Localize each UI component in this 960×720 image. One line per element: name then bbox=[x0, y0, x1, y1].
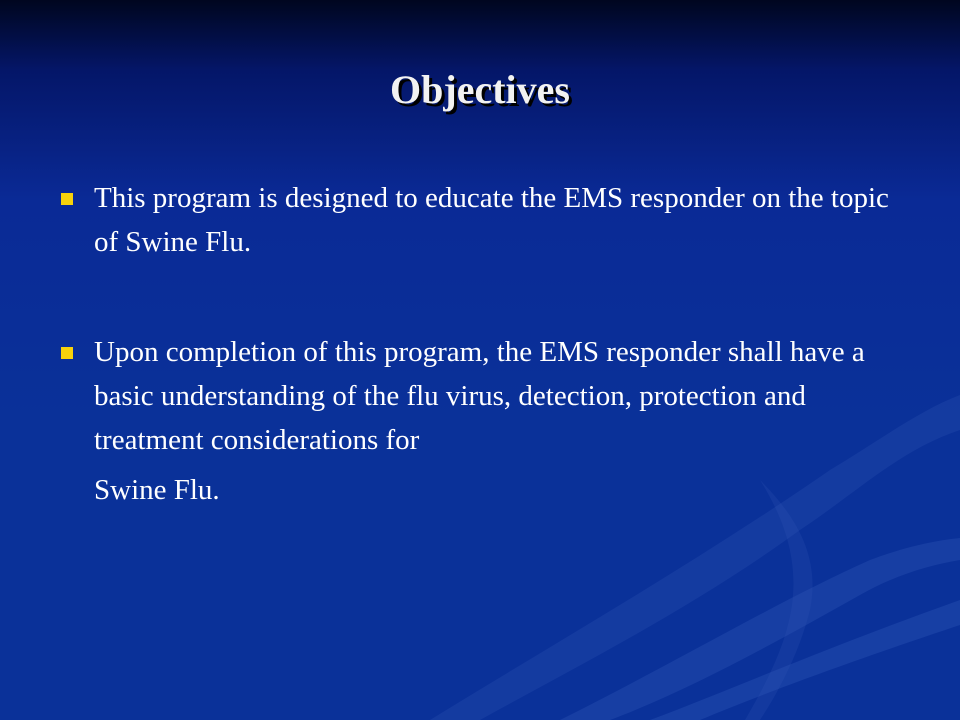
slide-title: Objectives bbox=[390, 67, 570, 112]
yellow-square-bullet-icon bbox=[61, 347, 73, 359]
yellow-square-bullet-icon bbox=[61, 193, 73, 205]
objectives-list bbox=[58, 176, 908, 512]
bullet-text-last-line: Swine Flu. bbox=[94, 474, 220, 506]
bullet-text: This program is designed to educate the EMS responder on the topic of Swine Flu. bbox=[94, 182, 889, 258]
list-item bbox=[58, 330, 908, 512]
bullet-text: Upon completion of this program, the EMS responder shall have a basic understanding of the flu virus, detection, protection and treatment considerations for bbox=[94, 336, 865, 456]
list-item bbox=[58, 176, 908, 264]
